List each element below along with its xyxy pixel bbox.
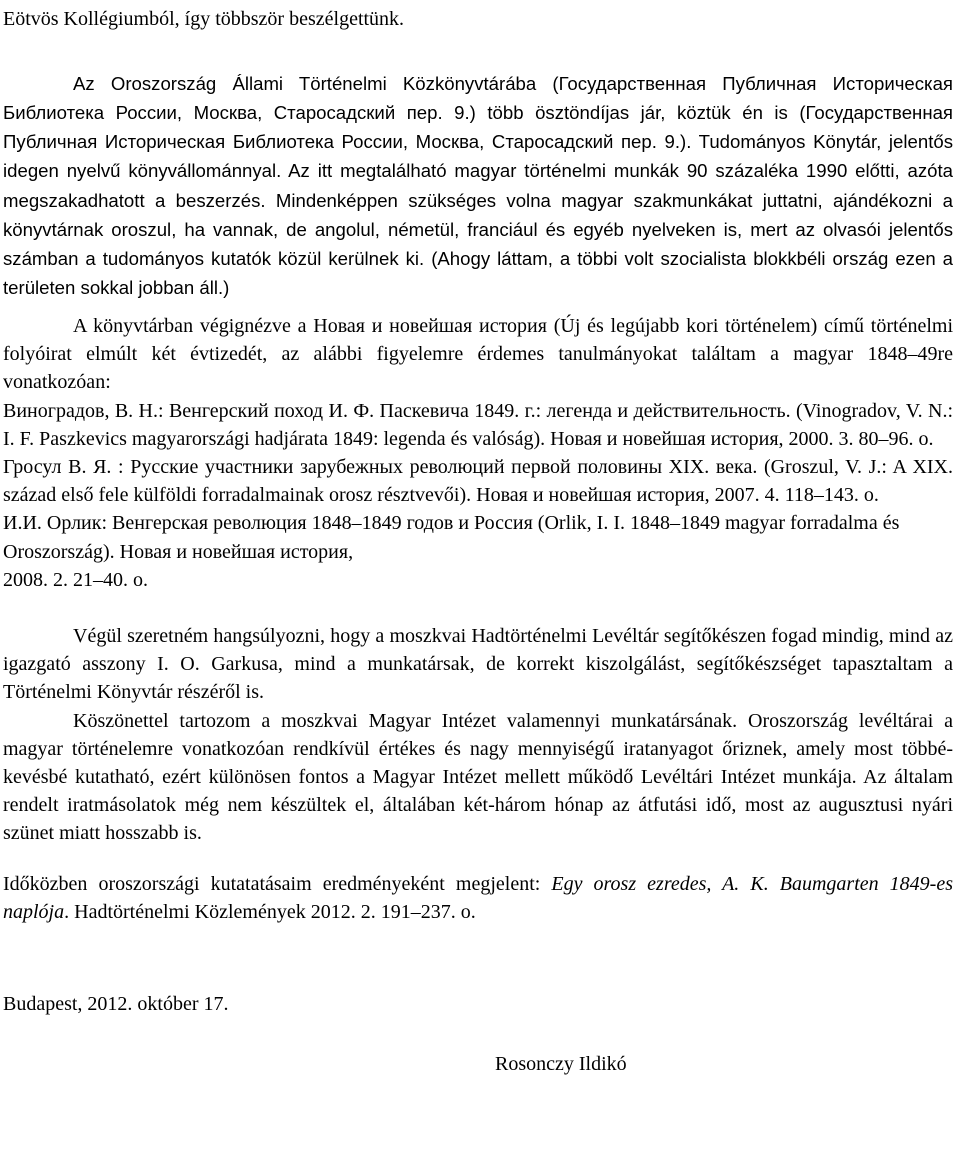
reference-list (3, 397, 953, 594)
reference-orlik: И.И. Орлик: Венгерская революция 1848–1849 годов и Россия (Orlik, I. I. 1848–1849 magyar forradalma és Oroszország). Новая и новейшая история, (3, 512, 900, 563)
spacer (3, 848, 953, 870)
thanks-archive-paragraph: Végül szeretném hangsúlyozni, hogy a moszkvai Hadtörténelmi Levéltár segítőkészen fogad mindig, mind az igazgató asszony I. O. Garkusa, mind a munkatársak, de korrekt kiszolgálást, segítőkészséget tapasztaltam a Történelmi Könyvtár részéről is. (3, 624, 953, 704)
library-paragraph: Az Oroszország Állami Történelmi Közkönyvtárába (Государственная Публичная Историческая Библиотека России, Москва, Старосадский пер. 9.) több ösztöndíjas jár, köztük én is (Государственная Публичная Историческая Библиотека России, Москва, Старосадский пер. 9.). Tudományos Könytár, jelentős idegen nyelvű könyvállománnyal. Az itt megtalálható magyar történelmi munkák 90 százaléka 1990 előtti, azóta megszakadhatott a beszerzés. Mindenképpen szükséges volna magyar szakmunkákat juttatni, ajándékozni a könyvtárnak oroszul, ha vannak, de angolul, németül, franciául és egyéb nyelveken is, mert az olvasói jelentős számban a tudományos kutatók közül kerülnek ki. (Ahogy láttam, a többi volt szocialista blokkbéli ország ezen a területen sokkal jobban áll.) (3, 73, 953, 298)
reference-vinogradov: Виноградов, В. Н.: Венгерский поход И. Ф. Паскевича 1849. г.: легенда и действительность. (Vinogradov, V. N.: I. F. Paszkevics magyarországi hadjárata 1849: legenda és valóság). Новая и новейшая история, 2000. 3. 80–96. o. (3, 399, 953, 450)
thanks-institute-paragraph: Köszönettel tartozom a moszkvai Magyar Intézet valamennyi munkatársának. Oroszország levéltárai a magyar történelemre vonatkozóan rendkívül értékes és nagy mennyiségű iratanyagot őriznek, amely most többé-kevésbé kutatható, ezért különösen fontos a Magyar Intézet mellett működő Levéltári Intézet munkája. Az általam rendelt iratmásolatok még nem készültek el, általában két-három hónap az átfutási idő, most az augusztusi nyári szünet miatt hosszabb is. (3, 709, 953, 845)
spacer (3, 1018, 953, 1050)
signature: Rosonczy Ildikó (495, 1053, 627, 1076)
place-date: Budapest, 2012. október 17. (3, 993, 229, 1016)
journal-paragraph: A könyvtárban végignézve a Новая и новейшая история (Új és legújabb kori történelem) című történelmi folyóirat elmúlt két évtizedét, az alábbi figyelemre érdemes tanulmányokat találtam a magyar 1848–49re vonatkozóan: (3, 314, 953, 394)
spacer (3, 594, 953, 622)
spacer (3, 302, 953, 312)
document-page (3, 0, 953, 1078)
opening-line: Eötvös Kollégiumból, így többször beszélgettünk. (3, 8, 405, 30)
publication-paragraph (3, 870, 953, 926)
publication-suffix: . Hadtörténelmi Közlemények 2012. 2. 191–237. o. (64, 900, 476, 923)
reference-groszul: Гросул В. Я. : Русские участники зарубежных революций первой половины XIX. века. (Groszul, V. J.: A XIX. század első fele külföldi forradalmainak orosz résztvevői). Новая и новейшая история, 2007. 4. 118–143. o. (3, 455, 953, 507)
publication-title: Egy orosz ezredes, A. K. Baumgarten 1849-es naplója (3, 872, 953, 923)
publication-prefix: Időközben oroszországi kutatatásaim eredményeként megjelent: (3, 872, 552, 895)
spacer (3, 33, 953, 69)
spacer (3, 926, 953, 990)
reference-orlik-pages: 2008. 2. 21–40. o. (3, 568, 148, 591)
